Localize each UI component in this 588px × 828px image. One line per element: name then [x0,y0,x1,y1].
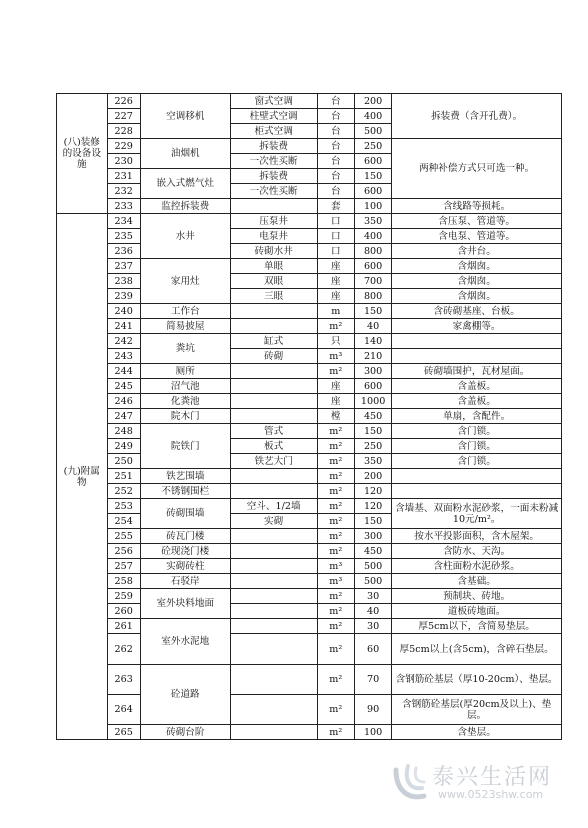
item-note: 厚5cm以上(含5cm)，含碎石垫层。 [392,634,562,665]
item-subtype [230,665,317,695]
item-subtype [230,469,317,484]
item-name: 家用灶 [140,259,230,304]
item-unit: m² [317,634,354,665]
row-number: 261 [107,619,140,634]
item-unit: 口 [317,229,354,244]
table-row [57,244,562,259]
row-number: 237 [107,259,140,274]
item-subtype [230,725,317,740]
row-number: 250 [107,454,140,469]
row-number: 242 [107,334,140,349]
table-row [57,695,562,725]
item-unit: 座 [317,379,354,394]
item-price: 500 [354,574,391,589]
item-unit: 台 [317,139,354,154]
row-number: 232 [107,184,140,199]
item-name: 实砌砖柱 [140,559,230,574]
item-name: 室外水泥地 [140,619,230,665]
item-subtype: 空斗、1/2墙 [230,499,317,514]
item-subtype [230,319,317,334]
item-unit: 台 [317,184,354,199]
section-label: (八)装修的设备设施 [57,94,108,214]
item-price: 70 [354,665,391,695]
table-row [57,334,562,349]
item-note [392,334,562,349]
item-unit: m² [317,619,354,634]
item-price: 350 [354,214,391,229]
item-name: 粪坑 [140,334,230,364]
row-number: 254 [107,514,140,529]
item-price: 600 [354,154,391,169]
item-note: 含基础。 [392,574,562,589]
item-unit: 台 [317,94,354,109]
row-number: 256 [107,544,140,559]
table-row [57,454,562,469]
item-subtype: 窗式空调 [230,94,317,109]
item-price: 500 [354,559,391,574]
item-price: 800 [354,289,391,304]
item-name: 空调移机 [140,94,230,139]
item-note: 含烟囱。 [392,274,562,289]
table-row [57,394,562,409]
row-number: 238 [107,274,140,289]
row-number: 235 [107,229,140,244]
item-name: 石驳岸 [140,574,230,589]
item-unit: 座 [317,259,354,274]
row-number: 249 [107,439,140,454]
item-price: 600 [354,379,391,394]
row-number: 248 [107,424,140,439]
item-unit: m [317,304,354,319]
site-watermark [386,756,566,808]
row-number: 243 [107,349,140,364]
item-note: 含垫层。 [392,725,562,740]
row-number: 241 [107,319,140,334]
item-name: 砼现浇门楼 [140,544,230,559]
row-number: 263 [107,665,140,695]
item-name: 不锈钢围栏 [140,484,230,499]
row-number: 251 [107,469,140,484]
item-subtype: 砖砌水井 [230,244,317,259]
row-number: 264 [107,695,140,725]
item-unit: 口 [317,214,354,229]
item-note: 含墙基、双面粉水泥砂浆，一面未粉减10元/m²。 [392,499,562,529]
item-note: 含柱面粉水泥砂浆。 [392,559,562,574]
item-price: 150 [354,169,391,184]
item-unit: m² [317,529,354,544]
item-subtype [230,574,317,589]
table-row [57,379,562,394]
item-price: 100 [354,725,391,740]
item-unit: m² [317,319,354,334]
item-name: 沼气池 [140,379,230,394]
item-name: 砼道路 [140,665,230,725]
table-row [57,529,562,544]
table-row [57,544,562,559]
item-unit: m² [317,604,354,619]
item-subtype [230,559,317,574]
row-number: 259 [107,589,140,604]
item-note: 砖砌墙围护，瓦材屋面。 [392,364,562,379]
item-price: 300 [354,364,391,379]
item-note: 含钢筋砼基层(厚20cm及以上)、垫层。 [392,695,562,725]
table-row [57,424,562,439]
table-row [57,439,562,454]
table-row [57,469,562,484]
item-price: 30 [354,589,391,604]
table-row [57,634,562,665]
row-number: 265 [107,725,140,740]
item-note [392,484,562,499]
item-name: 简易披屋 [140,319,230,334]
item-note: 含盖板。 [392,394,562,409]
item-unit: m³ [317,574,354,589]
item-subtype [230,529,317,544]
item-unit: 台 [317,154,354,169]
item-subtype [230,379,317,394]
item-unit: m² [317,725,354,740]
item-name: 监控拆装费 [140,199,230,214]
section-label: (九)附属物 [57,214,108,740]
item-name: 砖砌台阶 [140,725,230,740]
row-number: 229 [107,139,140,154]
item-subtype [230,484,317,499]
table-row [57,229,562,244]
table-row [57,94,562,109]
item-subtype [230,364,317,379]
item-unit: m² [317,439,354,454]
item-price: 800 [354,244,391,259]
item-unit: 座 [317,274,354,289]
item-price: 150 [354,514,391,529]
item-note [392,469,562,484]
item-unit: m² [317,514,354,529]
watermark-url: www.0523shw.com [438,788,544,801]
item-unit: m² [317,364,354,379]
item-price: 400 [354,229,391,244]
item-price: 210 [354,349,391,364]
item-note: 预制块、砖地。 [392,589,562,604]
item-name: 化粪池 [140,394,230,409]
item-price: 700 [354,274,391,289]
item-unit: 口 [317,244,354,259]
item-subtype [230,304,317,319]
item-unit: m² [317,665,354,695]
item-subtype: 一次性买断 [230,184,317,199]
item-subtype: 压泵井 [230,214,317,229]
row-number: 227 [107,109,140,124]
item-price: 200 [354,469,391,484]
item-note: 含压泵、管道等。 [392,214,562,229]
item-unit: m² [317,695,354,725]
item-price: 150 [354,424,391,439]
item-note: 家禽棚等。 [392,319,562,334]
table-row [57,199,562,214]
item-subtype [230,634,317,665]
item-note: 道板砖地面。 [392,604,562,619]
row-number: 255 [107,529,140,544]
item-note: 含防水、天沟。 [392,544,562,559]
table-row [57,559,562,574]
item-subtype [230,604,317,619]
row-number: 239 [107,289,140,304]
item-note: 含门锁。 [392,439,562,454]
item-subtype [230,589,317,604]
item-unit: 只 [317,334,354,349]
item-note: 含电泵、管道等。 [392,229,562,244]
item-unit: 台 [317,124,354,139]
row-number: 262 [107,634,140,665]
item-price: 40 [354,319,391,334]
item-unit: 台 [317,109,354,124]
row-number: 258 [107,574,140,589]
table-row [57,304,562,319]
table-row [57,274,562,289]
row-number: 245 [107,379,140,394]
item-subtype [230,544,317,559]
item-subtype: 实砌 [230,514,317,529]
item-price: 140 [354,334,391,349]
item-note: 含井台。 [392,244,562,259]
item-note: 厚5cm以下，含简易垫层。 [392,619,562,634]
table-row [57,319,562,334]
item-price: 60 [354,634,391,665]
item-note: 单扇，含配件。 [392,409,562,424]
row-number: 233 [107,199,140,214]
row-number: 244 [107,364,140,379]
item-price: 250 [354,439,391,454]
watermark-title: 泰兴生活网 [432,765,553,790]
item-note: 含砖砌基座、台板。 [392,304,562,319]
item-unit: m² [317,424,354,439]
item-subtype: 砖砌 [230,349,317,364]
item-note: 拆装费（含开孔费）。 [392,94,562,139]
item-subtype: 单眼 [230,259,317,274]
table-row [57,139,562,154]
item-unit: 台 [317,169,354,184]
table-row [57,619,562,634]
item-unit: 樘 [317,409,354,424]
row-number: 236 [107,244,140,259]
item-price: 120 [354,499,391,514]
item-name: 院铁门 [140,424,230,469]
item-price: 30 [354,619,391,634]
item-price: 250 [354,139,391,154]
item-unit: m² [317,499,354,514]
item-name: 室外块料地面 [140,589,230,619]
item-subtype: 柜式空调 [230,124,317,139]
item-price: 300 [354,529,391,544]
row-number: 246 [107,394,140,409]
item-name: 砖砌围墙 [140,499,230,529]
item-name: 工作台 [140,304,230,319]
item-name: 水井 [140,214,230,259]
item-subtype [230,409,317,424]
row-number: 252 [107,484,140,499]
item-unit: 座 [317,289,354,304]
table-row [57,604,562,619]
item-price: 1000 [354,394,391,409]
table-row [57,574,562,589]
row-number: 228 [107,124,140,139]
item-subtype [230,394,317,409]
item-subtype: 一次性买断 [230,154,317,169]
table-row [57,214,562,229]
item-subtype: 铁艺大门 [230,454,317,469]
item-subtype [230,695,317,725]
swirl-logo-icon [386,756,438,808]
item-price: 40 [354,604,391,619]
item-name: 油烟机 [140,139,230,169]
item-unit: m² [317,469,354,484]
item-note: 含门锁。 [392,424,562,439]
table-row [57,259,562,274]
table-row [57,349,562,364]
item-subtype [230,619,317,634]
item-name: 嵌入式燃气灶 [140,169,230,199]
item-subtype: 板式 [230,439,317,454]
item-subtype: 缸式 [230,334,317,349]
table-row [57,589,562,604]
item-note: 两种补偿方式只可选一种。 [392,139,562,199]
table-row [57,665,562,695]
item-note [392,349,562,364]
row-number: 257 [107,559,140,574]
compensation-table [56,93,562,740]
item-price: 450 [354,409,391,424]
table-row [57,364,562,379]
table-row [57,725,562,740]
item-unit: 座 [317,394,354,409]
item-unit: m³ [317,559,354,574]
row-number: 234 [107,214,140,229]
item-note: 含门锁。 [392,454,562,469]
item-price: 600 [354,259,391,274]
item-price: 200 [354,94,391,109]
item-price: 350 [354,454,391,469]
item-note: 含线路等损耗。 [392,199,562,214]
table-row [57,409,562,424]
item-unit: m² [317,454,354,469]
row-number: 226 [107,94,140,109]
item-subtype: 拆装费 [230,139,317,154]
item-name: 砖瓦门楼 [140,529,230,544]
row-number: 247 [107,409,140,424]
item-note: 含钢筋砼基层（厚10-20cm）、垫层。 [392,665,562,695]
row-number: 253 [107,499,140,514]
item-unit: m³ [317,349,354,364]
item-unit: 套 [317,199,354,214]
item-price: 150 [354,304,391,319]
item-price: 450 [354,544,391,559]
item-price: 120 [354,484,391,499]
item-price: 100 [354,199,391,214]
item-name: 厕所 [140,364,230,379]
row-number: 230 [107,154,140,169]
table-row [57,484,562,499]
item-note: 含烟囱。 [392,259,562,274]
item-unit: m² [317,589,354,604]
item-note: 含盖板。 [392,379,562,394]
row-number: 231 [107,169,140,184]
row-number: 260 [107,604,140,619]
item-subtype: 柱壁式空调 [230,109,317,124]
row-number: 240 [107,304,140,319]
item-price: 400 [354,109,391,124]
table-row [57,289,562,304]
table-row [57,499,562,514]
item-name: 铁艺围墙 [140,469,230,484]
item-note: 含烟囱。 [392,289,562,304]
item-name: 院木门 [140,409,230,424]
item-subtype [230,199,317,214]
item-price: 500 [354,124,391,139]
item-unit: m² [317,484,354,499]
item-price: 90 [354,695,391,725]
item-price: 600 [354,184,391,199]
item-subtype: 管式 [230,424,317,439]
item-subtype: 双眼 [230,274,317,289]
item-note: 按水平投影面积，含木屋架。 [392,529,562,544]
item-unit: m² [317,544,354,559]
item-subtype: 三眼 [230,289,317,304]
item-subtype: 电泵井 [230,229,317,244]
item-subtype: 拆装费 [230,169,317,184]
